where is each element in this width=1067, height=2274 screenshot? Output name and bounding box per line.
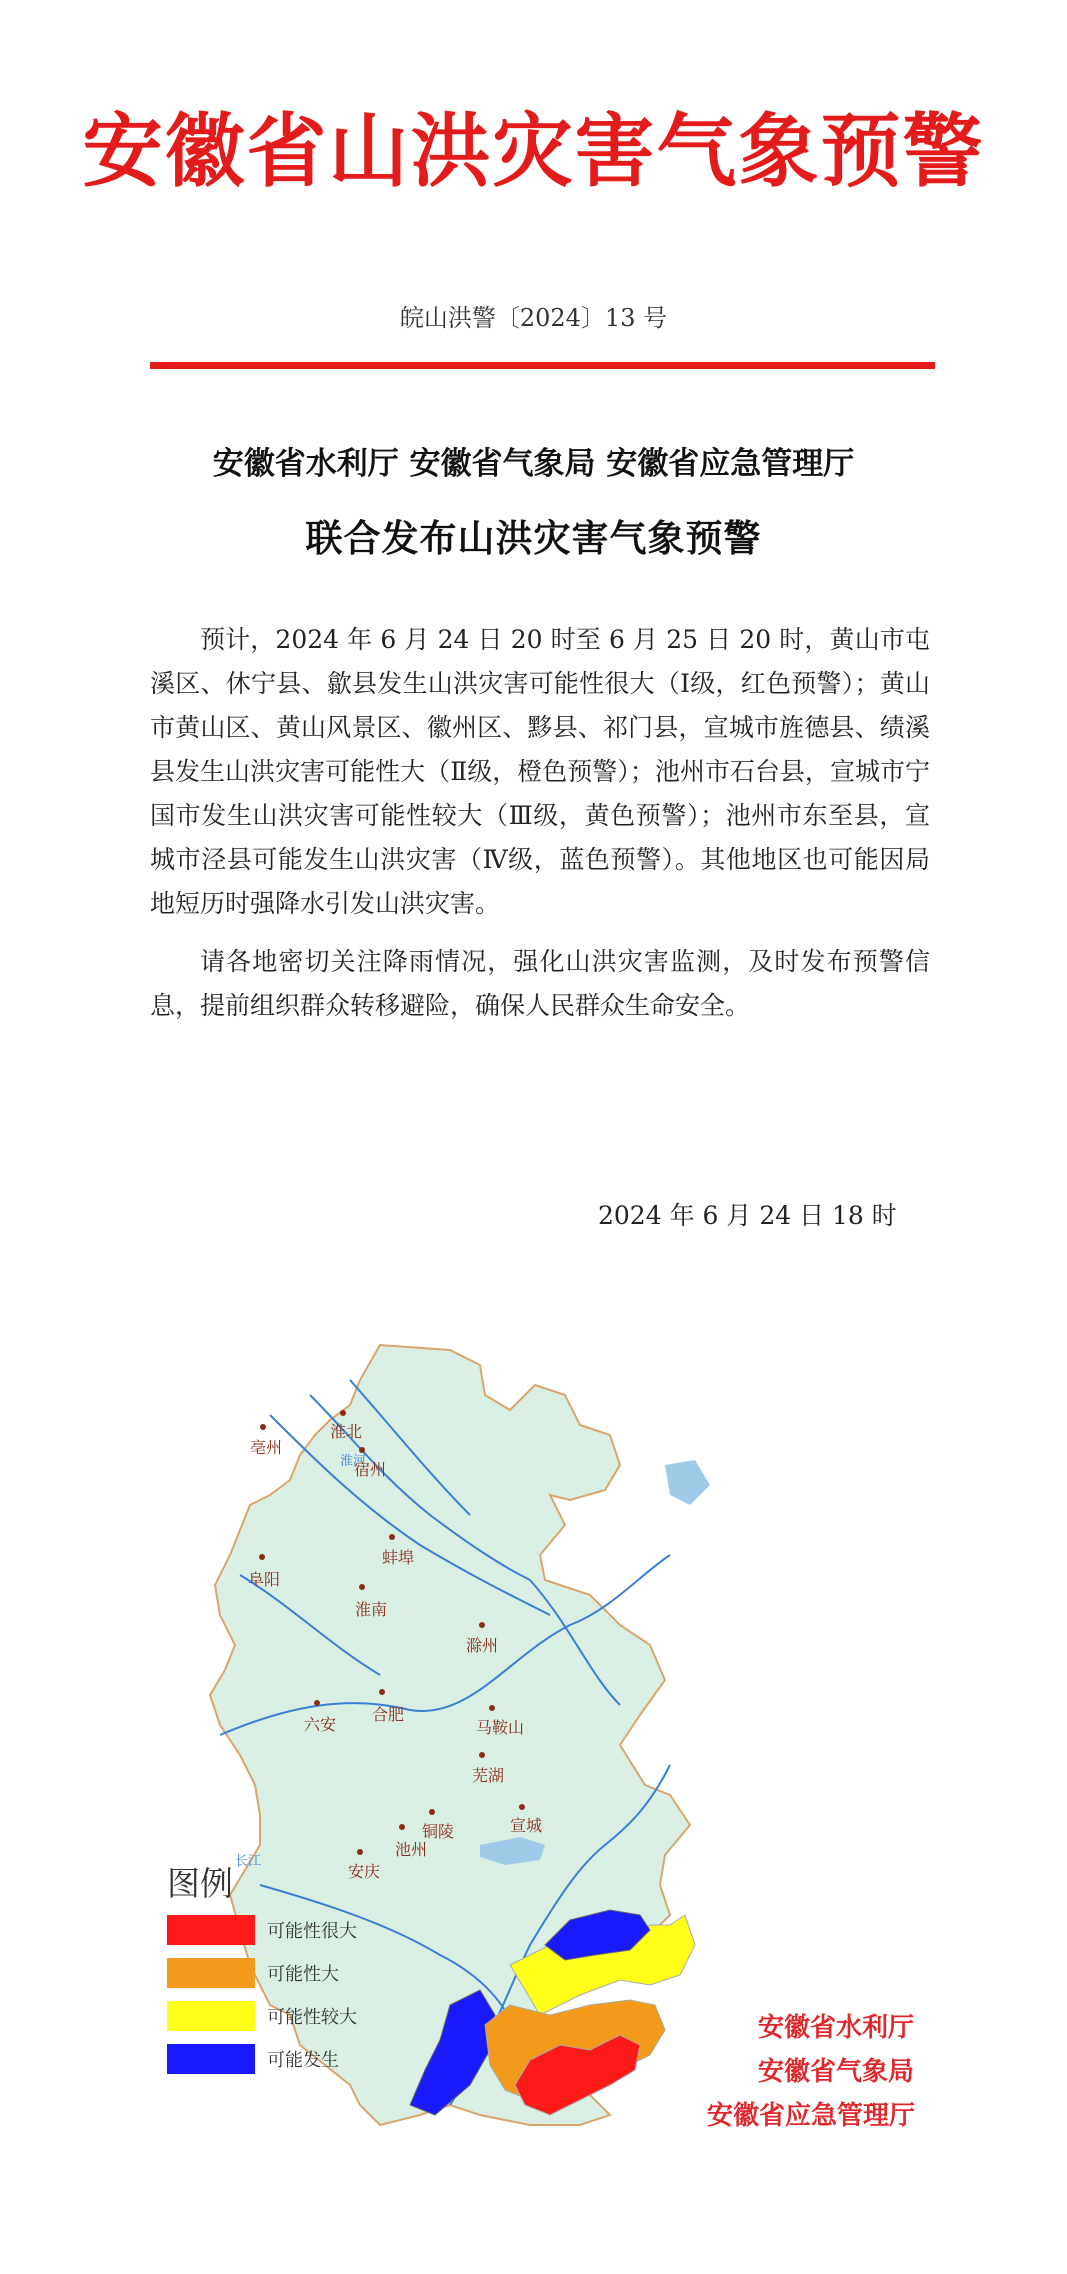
legend-title: 图例 (167, 1864, 233, 1903)
city-label-hefei: 合肥 (372, 1705, 405, 1724)
hongze-lake (665, 1460, 710, 1505)
city-label-wuhu: 芜湖 (472, 1766, 505, 1785)
city-label-chuzhou: 滁州 (466, 1636, 499, 1655)
legend-item-level-2 (167, 1958, 567, 1988)
city-label-suzhou: 宿州 (354, 1460, 387, 1479)
masthead-title: 安徽省山洪灾害气象预警 (82, 105, 985, 198)
legend-item-level-4 (167, 2044, 567, 2074)
city-label-bozhou: 亳州 (250, 1438, 283, 1457)
city-label-chizhou: 池州 (395, 1840, 428, 1859)
stamp-emergency: 安徽省应急管理厅 (707, 2101, 916, 2131)
legend-label: 可能性很大 (267, 1921, 357, 1942)
body-paragraph-1: 预计，2024 年 6 月 24 日 20 时至 6 月 25 日 20 时，黄山市屯溪区、休宁县、歙县发生山洪灾害可能性很大（Ⅰ级，红色预警）；黄山市黄山区、黄山风景区、徽州区、黟县、祁门县，宣城市旌德县、绩溪县发生山洪灾害可能性大（Ⅱ级，橙色预警）；池州市石台县，宣城市宁国市发生山洪灾害可能性较大（Ⅲ级，黄色预警）；池州市东至县，宣城市泾县可能发生山洪灾害（Ⅳ级，蓝色预警）。其他地区也可能因局地短历时强降水引发山洪灾害。 (150, 625, 930, 918)
red-divider (150, 362, 935, 369)
legend-label: 可能性大 (267, 1964, 339, 1985)
legend-item-level-3 (167, 2001, 567, 2031)
body-paragraph-2: 请各地密切关注降雨情况，强化山洪灾害监测，及时发布预警信息，提前组织群众转移避险，确保人民群众生命安全。 (150, 947, 930, 1020)
city-label-xuancheng: 宣城 (510, 1816, 543, 1835)
legend-swatch-red (167, 1915, 255, 1945)
city-label-fuyang: 阜阳 (248, 1570, 281, 1589)
legend-label: 可能发生 (267, 2050, 339, 2071)
city-label-huaibei: 淮北 (330, 1422, 363, 1441)
city-label-tongling: 铜陵 (422, 1822, 455, 1841)
legend-swatch-orange (167, 1958, 255, 1988)
notice-subtitle: 联合发布山洪灾害气象预警 (305, 517, 762, 560)
city-label-luan: 六安 (304, 1715, 337, 1734)
legend-swatch-blue (167, 2044, 255, 2074)
stamp-meteorological: 安徽省气象局 (758, 2057, 915, 2087)
document-number: 皖山洪警〔2024〕13 号 (399, 304, 668, 332)
stamp-water-resources: 安徽省水利厅 (758, 2013, 915, 2043)
city-label-huainan: 淮南 (355, 1600, 388, 1619)
city-label-bengbu: 蚌埠 (382, 1548, 415, 1567)
legend-item-level-1 (167, 1915, 567, 1945)
issuing-agencies: 安徽省水利厅 安徽省气象局 安徽省应急管理厅 (212, 446, 855, 482)
river-label-changjiang: 长江 (235, 1854, 262, 1869)
notice-body (150, 618, 930, 1042)
legend-label: 可能性较大 (267, 2007, 357, 2028)
city-label-maanshan: 马鞍山 (476, 1718, 525, 1737)
legend-swatch-yellow (167, 2001, 255, 2031)
city-label-anqing: 安庆 (348, 1862, 381, 1881)
issue-date: 2024 年 6 月 24 日 18 时 (598, 1201, 897, 1230)
river-label-huaihe: 淮河 (340, 1454, 367, 1469)
